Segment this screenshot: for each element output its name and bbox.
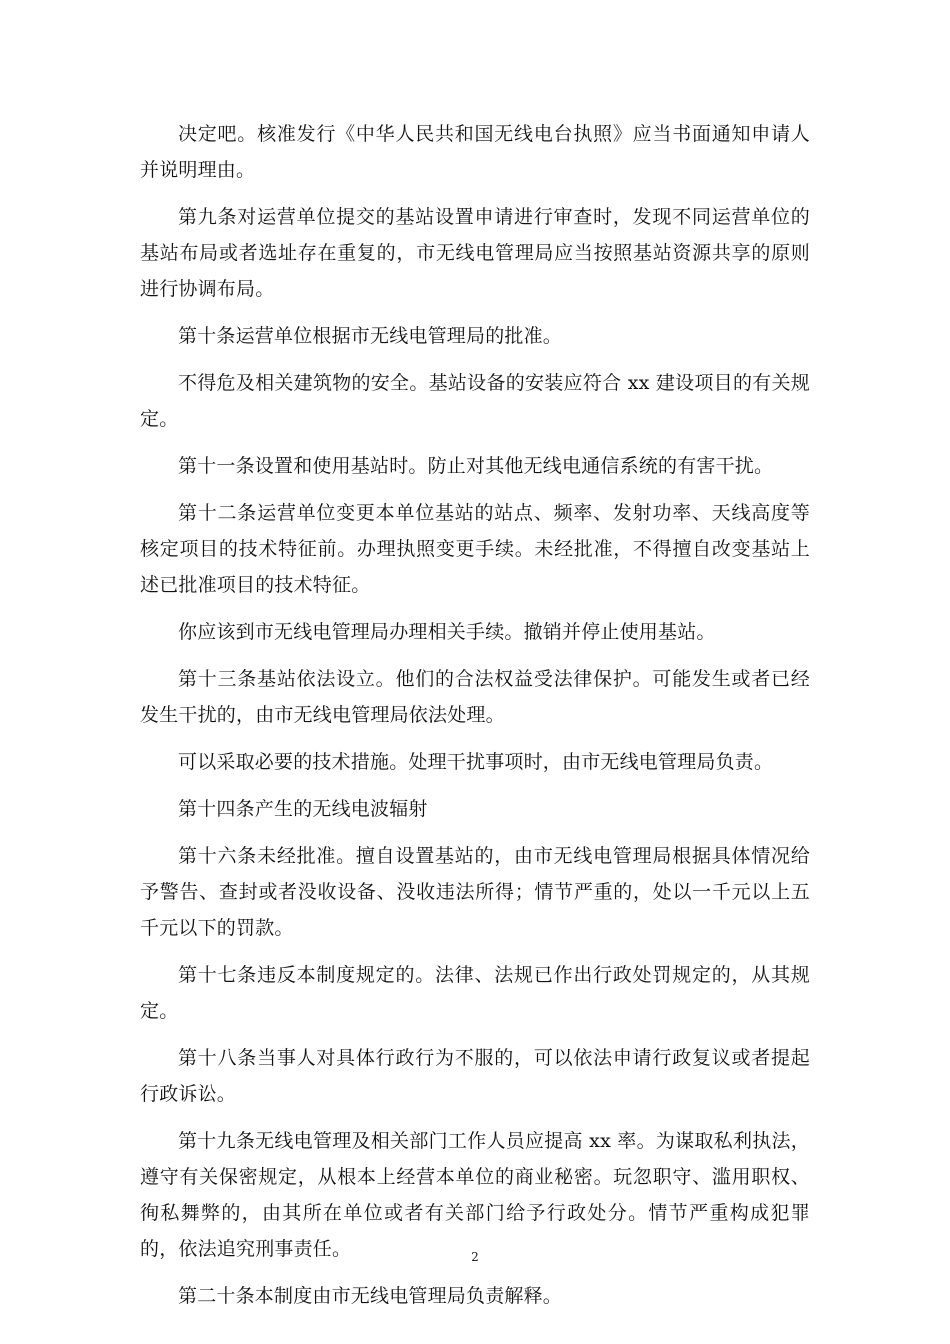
paragraph: 可以采取必要的技术措施。处理干扰事项时，由市无线电管理局负责。 [178,751,774,773]
document-body [140,116,810,1325]
paragraph: 第二十条本制度由市无线电管理局负责解释。 [178,1285,563,1307]
paragraph: 第九条对运营单位提交的基站设置申请进行审查时，发现不同运营单位的基站布局或者选址存在重复的，市无线电管理局应当按照基站资源共享的原则进行协调布局。 [140,206,810,300]
paragraph: 第十八条当事人对具体行政行为不服的，可以依法申请行政复议或者提起行政诉讼。 [140,1047,810,1105]
paragraph: 第十条运营单位根据市无线电管理局的批准。 [178,325,563,347]
paragraph: 不得危及相关建筑物的安全。基站设备的安装应符合 xx 建设项目的有关规定。 [140,372,810,430]
paragraph: 第十三条基站依法设立。他们的合法权益受法律保护。可能发生或者已经发生干扰的，由市无线电管理局依法处理。 [140,668,810,726]
page-number: 2 [471,1250,479,1264]
paragraph: 第十九条无线电管理及相关部门工作人员应提高 xx 率。为谋取私利执法，遵守有关保密规定，从根本上经营本单位的商业秘密。玩忽职守、滥用职权、徇私舞弊的，由其所在单位或者有关部门给予行政处分。情节严重构成犯罪的，依法追究刑事责任。 [140,1130,810,1260]
paragraph: 第十一条设置和使用基站时。防止对其他无线电通信系统的有害干扰。 [178,455,774,477]
paragraph: 第十七条违反本制度规定的。法律、法规已作出行政处罚规定的，从其规定。 [140,964,810,1022]
paragraph: 决定吧。核准发行《中华人民共和国无线电台执照》应当书面通知申请人并说明理由。 [140,123,810,181]
paragraph: 第十二条运营单位变更本单位基站的站点、频率、发射功率、天线高度等核定项目的技术特征前。办理执照变更手续。未经批准，不得擅自改变基站上述已批准项目的技术特征。 [140,502,810,596]
paragraph: 第十四条产生的无线电波辐射 [178,798,428,820]
paragraph: 第十六条未经批准。擅自设置基站的，由市无线电管理局根据具体情况给予警告、查封或者没收设备、没收违法所得；情节严重的，处以一千元以上五千元以下的罚款。 [140,845,810,939]
paragraph: 你应该到市无线电管理局办理相关手续。撤销并停止使用基站。 [178,621,716,643]
